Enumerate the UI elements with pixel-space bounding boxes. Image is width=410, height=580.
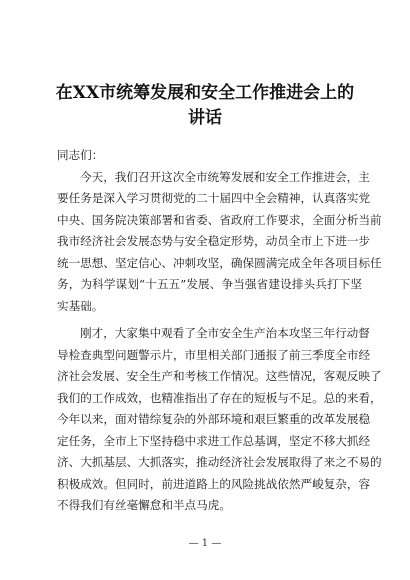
paragraph-2-line: 刚才，大家集中观看了全市安全生产治本攻坚三年行动督: [80, 326, 370, 340]
paragraph-2-line: 我们的工作成效，也精准指出了存在的短板与不足。总的来看，: [57, 390, 382, 405]
paragraph-1: [57, 167, 382, 318]
paragraph-2-line: 今年以来，面对错综复杂的外部环境和艰巨繁重的改革发展稳: [57, 412, 371, 426]
paragraph-2-line: 不得我们有丝毫懈怠和半点马虎。: [57, 498, 231, 512]
paragraph-1-line: 我市经济社会发展态势与安全稳定形势，动员全市上下进一步: [57, 234, 371, 248]
paragraph-1-line: 务，为科学谋划“十五五”发展、争当强省建设排头兵打下坚: [57, 277, 362, 291]
paragraph-2-line: 济社会发展、安全生产和考核工作情况。这些情况，客观反映了: [57, 369, 382, 383]
page-number: — 1 —: [188, 538, 222, 549]
paragraph-2-line: 定任务，全市上下坚持稳中求进工作总基调，坚定不移大抓经: [57, 433, 371, 448]
paragraph-1-line: 统一思想、坚定信心、冲刺攻坚，确保圆满完成全年各项目标任: [57, 255, 382, 270]
document-body: [57, 145, 382, 517]
paragraph-1-line: 中央、国务院决策部署和省委、省政府工作要求，全面分析当前: [57, 212, 382, 227]
document-title-line-2: 讲话: [188, 108, 222, 128]
paragraph-2-line: 导检查典型问题警示片，市里相关部门通报了前三季度全市经: [57, 347, 371, 362]
salutation: 同志们：: [57, 148, 104, 162]
document-title-line-1: 在XX市统筹发展和安全工作推进会上的: [55, 83, 355, 103]
paragraph-1-line: 今天，我们召开这次全市统筹发展和安全工作推进会，主: [80, 169, 370, 184]
paragraph-2: [57, 323, 382, 517]
paragraph-2-line: 济、大抓基层、大抓落实，推动经济社会发展取得了来之不易的: [57, 455, 382, 469]
paragraph-1-line: 要任务是深入学习贯彻党的二十届四中全会精神，认真落实党: [57, 191, 371, 205]
paragraph-2-line: 积极成效。但同时，前进道路上的风险挑战依然严峻复杂，容: [57, 476, 371, 491]
paragraph-1-line: 实基础。: [57, 298, 104, 313]
